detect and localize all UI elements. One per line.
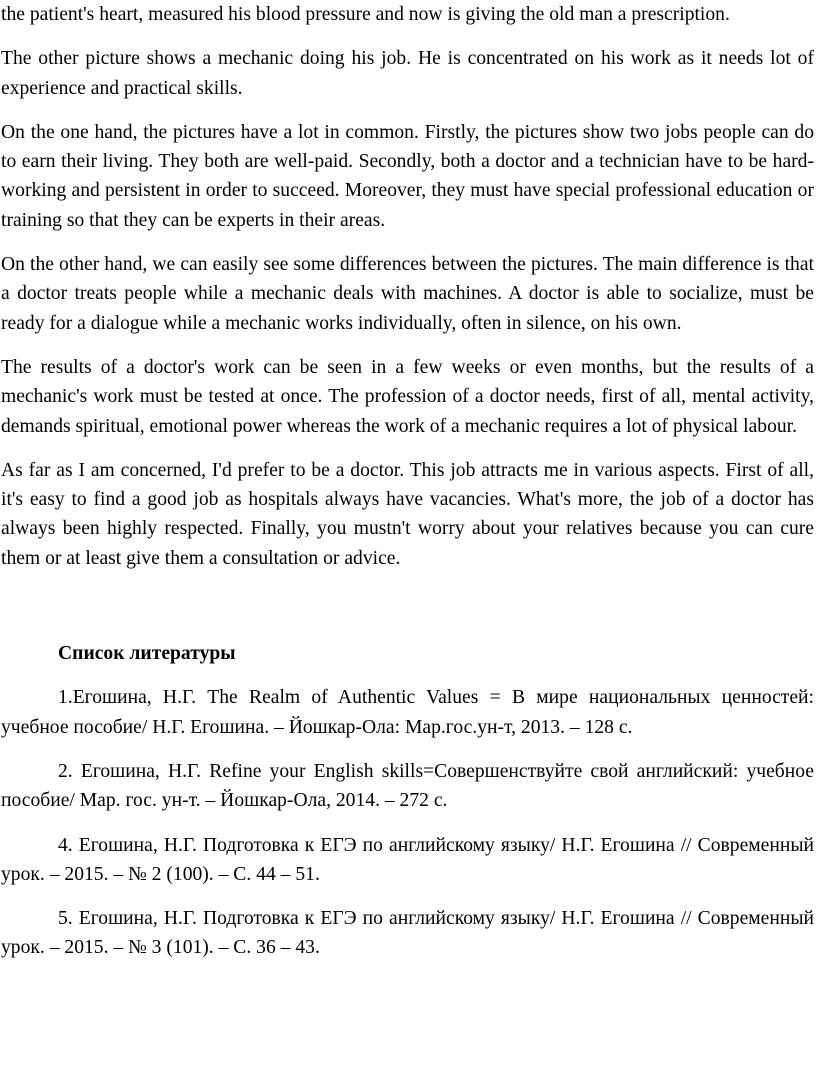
- references: [1, 639, 814, 963]
- references-heading: Список литературы: [58, 643, 236, 665]
- reference-item: 2. Егошина, Н.Г. Refine your English skills=Совершенствуйте свой английский: учебное пособие/ Мар. гос. ун-т. – Йошкар-Ола, 2014. – 272 с.: [1, 760, 814, 812]
- essay-paragraph: The other picture shows a mechanic doing his job. He is concentrated on his work as it needs lot of experience and practical skills.: [1, 48, 814, 99]
- essay-paragraph: As far as I am concerned, I'd prefer to be a doctor. This job attracts me in various aspects. First of all, it's easy to find a good job as hospitals always have vacancies. What's more, the job of a doctor has always been highly respected. Finally, you mustn't worry about your relatives because you can cure them or at least give them a consultation or advice.: [1, 459, 814, 569]
- reference-item: 1.Егошина, Н.Г. The Realm of Authentic Values = В мире национальных ценностей: учебное пособие/ Н.Г. Егошина. – Йошкар-Ола: Мар.гос.ун-т, 2013. – 128 с.: [1, 687, 814, 738]
- reference-item: 5. Егошина, Н.Г. Подготовка к ЕГЭ по английскому языку/ Н.Г. Егошина // Современный урок. – 2015. – № 3 (101). – С. 36 – 43.: [1, 908, 814, 959]
- essay-paragraph: On the other hand, we can easily see some differences between the pictures. The main difference is that a doctor treats people while a mechanic deals with machines. A doctor is able to socialize, must be ready for a dialogue while a mechanic works individually, often in silence, on his own.: [1, 254, 814, 334]
- essay: [1, 0, 814, 573]
- essay-paragraph: On the one hand, the pictures have a lot in common. Firstly, the pictures show two jobs people can do to earn their living. They both are well-paid. Secondly, both a doctor and a technician have to be hard-working and persistent in order to succeed. Moreover, they must have special professional education or training so that they can be experts in their areas.: [1, 121, 814, 231]
- essay-paragraph: The results of a doctor's work can be seen in a few weeks or even months, but the results of a mechanic's work must be tested at once. The profession of a doctor needs, first of all, mental activity, demands spiritual, emotional power whereas the work of a mechanic requires a lot of physical labour.: [1, 356, 814, 437]
- essay-paragraph: the patient's heart, measured his blood pressure and now is giving the old man a prescription.: [1, 4, 730, 25]
- reference-item: 4. Егошина, Н.Г. Подготовка к ЕГЭ по английскому языку/ Н.Г. Егошина // Современный урок. – 2015. – № 2 (100). – С. 44 – 51.: [1, 834, 814, 885]
